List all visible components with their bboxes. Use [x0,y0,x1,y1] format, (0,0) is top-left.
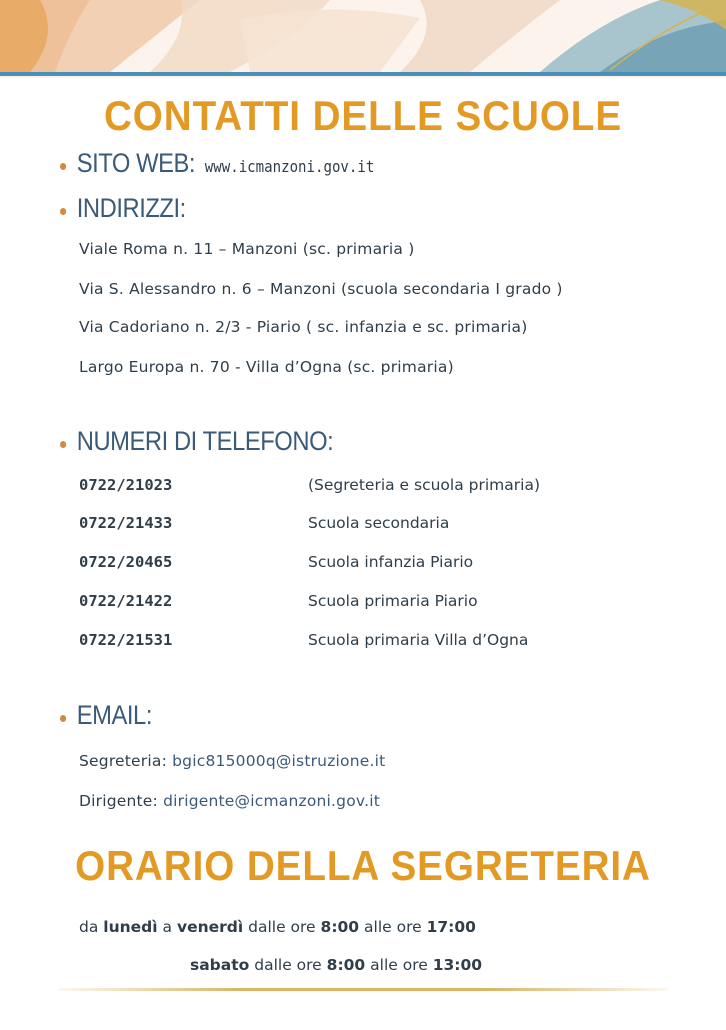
hours-weekdays [79,918,476,936]
phone-number[interactable]: 0722/21023 [79,476,173,494]
address-item: Via Cadoriano n. 2/3 - Piario ( sc. infanzia e sc. primaria) [79,318,528,336]
email-label: EMAIL: [76,700,152,730]
hours-text: a [162,918,173,936]
hours-text: alle ore [364,918,422,936]
addresses-label: INDIRIZZI: [76,193,186,223]
email-segreteria-row [79,752,385,770]
email-dirigente-link[interactable]: dirigente@icmanzoni.gov.it [163,792,380,810]
phone-number[interactable]: 0722/21531 [79,631,173,649]
hours-text: da [79,918,99,936]
email-heading [60,700,152,731]
website-label: SITO WEB: [76,148,196,178]
hours-title: ORARIO DELLA SEGRETERIA [75,842,651,889]
phone-number[interactable]: 0722/21433 [79,514,173,532]
bullet-icon [60,441,66,448]
page-title: CONTATTI DELLE SCUOLE [103,92,623,139]
hours-time: 8:00 [320,918,360,936]
hours-day: venerdì [176,918,244,936]
hours-time: 8:00 [326,956,366,974]
footer-divider [58,988,668,991]
email-segreteria-label: Segreteria: [79,752,167,770]
bullet-icon [60,163,66,170]
website-heading [60,148,374,179]
phone-description: Scuola primaria Villa d’Ogna [308,631,529,649]
hours-time: 13:00 [432,956,483,974]
email-dirigente-label: Dirigente: [79,792,158,810]
hours-text: alle ore [370,956,428,974]
email-dirigente-row [79,792,380,810]
phone-description: Scuola primaria Piario [308,592,478,610]
address-item: Largo Europa n. 70 - Villa d’Ogna (sc. primaria) [79,358,454,376]
hours-saturday [190,956,482,974]
phone-description: Scuola secondaria [308,514,450,532]
phone-number[interactable]: 0722/21422 [79,592,173,610]
website-link[interactable]: www.icmanzoni.gov.it [204,157,375,176]
bullet-icon [60,715,66,722]
hours-text: dalle ore [248,918,316,936]
phone-number[interactable]: 0722/20465 [79,553,173,571]
address-item: Via S. Alessandro n. 6 – Manzoni (scuola secondaria I grado ) [79,280,563,298]
phones-heading [60,426,333,457]
email-segreteria-link[interactable]: bgic815000q@istruzione.it [172,752,386,770]
phones-label: NUMERI DI TELEFONO: [76,426,334,456]
addresses-heading [60,193,186,224]
hours-time: 17:00 [426,918,476,936]
address-item: Viale Roma n. 11 – Manzoni (sc. primaria ) [79,240,415,258]
hours-text: dalle ore [254,956,322,974]
bullet-icon [60,208,66,215]
hours-day: sabato [190,956,250,974]
decorative-banner [0,0,726,78]
phone-description: Scuola infanzia Piario [308,553,474,571]
phone-description: (Segreteria e scuola primaria) [308,476,540,494]
hours-day: lunedì [103,918,158,936]
